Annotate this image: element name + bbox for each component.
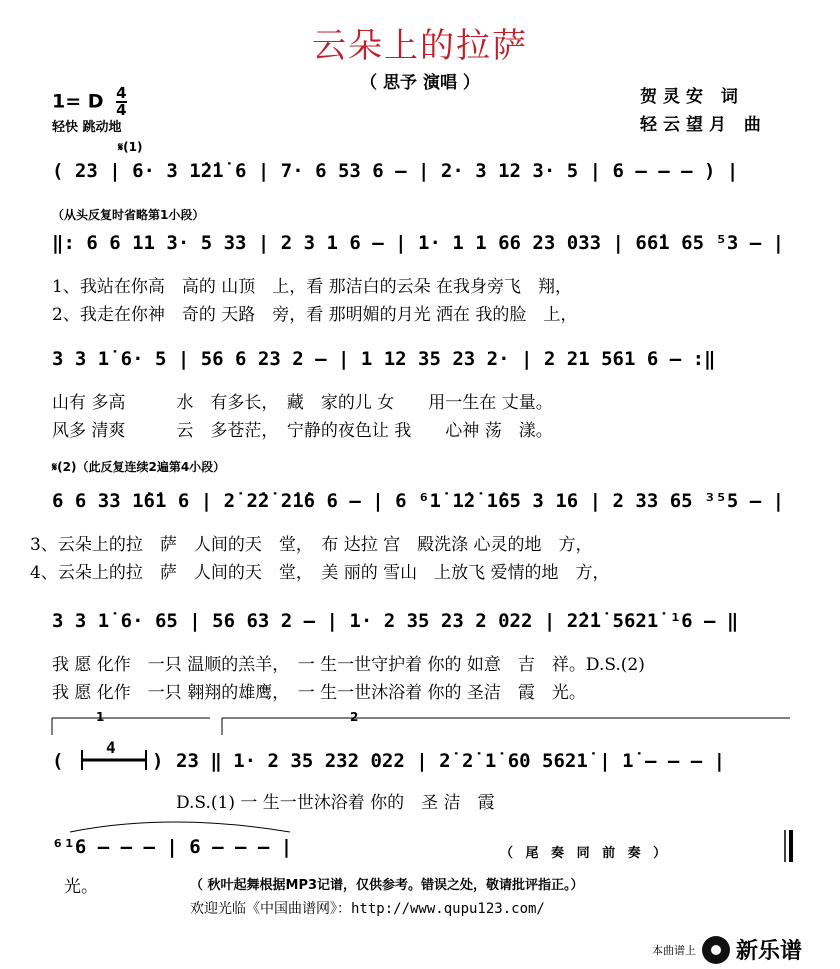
website-welcome: 欢迎光临《中国曲谱网》：http://www.qupu123.com/ xyxy=(190,901,545,917)
lyric-line-2b: 风多 清爽 云 多苍茫， 宁静的夜色让 我 心神 荡 漾。 xyxy=(52,421,553,441)
time-bottom: 4 xyxy=(116,101,127,119)
volta-1-label: 1 xyxy=(96,710,105,724)
song-title: 云朵上的拉萨 xyxy=(312,26,528,66)
notes-line-3: 6 6 33 1̇6̇1 6 | 2̇ 2̇2̇ 2̇1̇6 6 – | 6 ⁶1̇ 1̇2̇ 1̇65 3 16 | 2 33 65 ³⁵5 – | xyxy=(52,490,785,512)
final-notes: ⁶¹6 – – – | 6 – – – | xyxy=(52,836,293,858)
notes-line-4: 3 3 1̇ 6· 65 | 56 63 2 – | 1· 2 35 23 2 022 | 2̇2̇1̇ 5621̇ ¹6 – ‖ xyxy=(52,610,739,632)
ending-notes: 23 ‖ 1· 2 35 232 022 | 2̇ 2̇ 1̇ 60 5621̇ | 1̇ – – – | xyxy=(176,750,726,772)
rest-close-paren: ) xyxy=(152,750,164,772)
lyric-line-4a: 我 愿 化作 一只 温顺的羔羊， 一 生一世守护着 你的 如意 吉 祥。D.S.(2) xyxy=(52,655,645,675)
lyric-line-1a: 1、我站在你高 高的 山顶 上，看 那洁白的云朵 在我身旁飞 翔， xyxy=(52,277,573,297)
brand-name: 新乐谱 xyxy=(736,939,803,964)
transcriber-note: （ 秋叶起舞根据MP3记谱，仅供参考。错误之处，敬请批评指正。） xyxy=(190,878,584,893)
notes-line-1: ‖: 6 6 11 3· 5 33 | 2 3 1 6 – | 1· 1 1 66 23 033 | 66̇1 65 ⁵3 – | xyxy=(52,232,785,254)
key-signature xyxy=(52,86,127,118)
tempo-marking: 轻快 跳动地 xyxy=(52,120,122,135)
volta-2-label: 2 xyxy=(350,710,359,724)
key-label: 1= D xyxy=(52,90,104,113)
outro-note: （ 尾 奏 同 前 奏 ） xyxy=(500,846,671,861)
composer: 轻云望月 曲 xyxy=(640,115,767,135)
lyricist: 贺灵安 词 xyxy=(640,87,744,107)
lyric-line-2a: 山有 多高 水 有多长， 藏 家的儿 女 用一生在 丈量。 xyxy=(52,393,553,413)
lyric-line-1b: 2、我走在你神 奇的 天路 旁，看 那明媚的月光 洒在 我的脸 上， xyxy=(52,305,578,325)
rest-open-paren: ( xyxy=(52,750,64,772)
uploader-label: 本曲谱上 xyxy=(652,943,696,957)
lyric-line-4b: 我 愿 化作 一只 翱翔的雄鹰， 一 生一世沐浴着 你的 圣洁 霞 光。 xyxy=(52,683,586,703)
brand-logo xyxy=(652,934,802,965)
multi-rest-count: 4 xyxy=(106,738,116,757)
music-disc-icon xyxy=(702,936,730,964)
intro-notes: ( 23 | 6· 3 1̇2̇1̇ 6 | 7· 6 53 6 – | 2· 3 12 3· 5 | 6 – – – ) | xyxy=(52,160,739,182)
repeat-note: （从头反复时省略第1小段） xyxy=(52,208,205,222)
ending-lyric: D.S.(1) 一 生一世沐浴着 你的 圣 洁 霞 xyxy=(176,793,495,813)
time-signature xyxy=(116,86,126,118)
performer: （ 思予 演唱 ） xyxy=(360,73,480,93)
time-top: 4 xyxy=(116,84,127,102)
lyric-line-3b: 4、云朵上的拉 萨 人间的天 堂， 美 丽的 雪山 上放飞 爱情的地 方， xyxy=(30,563,610,583)
final-lyric: 光。 xyxy=(64,877,98,897)
segno-mark-1: 𝄋(1) xyxy=(118,140,143,154)
lyric-line-3a: 3、云朵上的拉 萨 人间的天 堂， 布 达拉 宫 殿洗涤 心灵的地 方， xyxy=(30,535,593,555)
notes-line-2: 3 3 1̇ 6· 5 | 56 6 23 2 – | 1 12 35 23 2· | 2 21 561 6 – :‖ xyxy=(52,348,716,370)
segno-note-2: 𝄋(2)（此反复连续2遍第4小段） xyxy=(52,460,226,474)
